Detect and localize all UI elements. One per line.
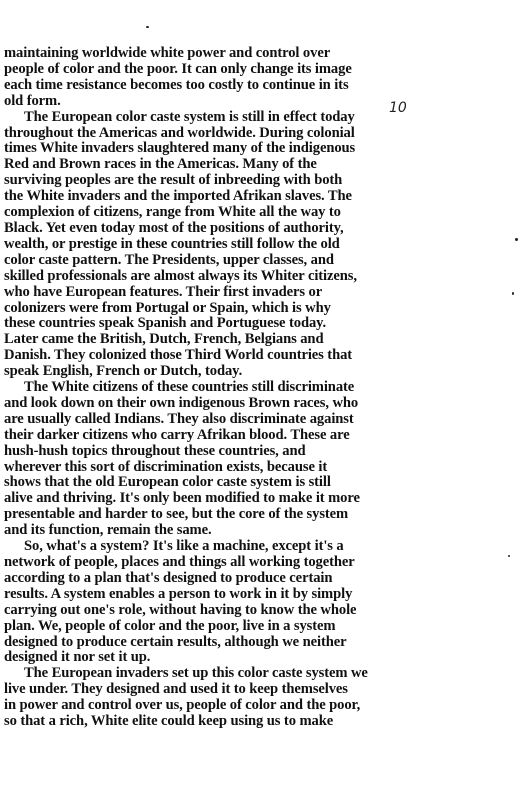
text-line: The White citizens of these countries still discriminate: [24, 379, 355, 396]
text-line: skilled professionals are almost always its Whiter citizens,: [4, 267, 357, 284]
text-line: colonizers were from Portugal or Spain, which is why: [4, 299, 331, 316]
text-line: and its function, remain the same.: [4, 522, 212, 539]
text-line: The European color caste system is still in effect today: [24, 108, 355, 125]
text-line: according to a plan that's designed to produce certain: [4, 569, 333, 586]
text-line: wealth, or prestige in these countries still follow the old: [4, 235, 340, 252]
text-line: Black. Yet even today most of the positions of authority,: [4, 219, 344, 236]
scan-speck: [512, 292, 514, 295]
text-line: designed it nor set it up.: [4, 649, 151, 666]
handwritten-page-number: 10: [389, 100, 407, 116]
text-line: their darker citizens who carry Afrikan blood. These are: [4, 426, 350, 443]
text-line: presentable and harder to see, but the core of the system: [4, 506, 349, 523]
text-line: so that a rich, White elite could keep using us to make: [4, 713, 334, 730]
text-line: and look down on their own indigenous Brown races, who: [4, 394, 359, 411]
text-line: people of color and the poor. It can only change its image: [4, 60, 352, 77]
text-line: Danish. They colonized those Third World countries that: [4, 347, 353, 364]
text-line: surviving peoples are the result of inbreeding with both: [4, 172, 343, 189]
text-line: Later came the British, Dutch, French, Belgians and: [4, 331, 324, 348]
text-line: alive and thriving. It's only been modified to make it more: [4, 490, 360, 507]
text-line: shows that the old European color caste system is still: [4, 474, 331, 491]
text-line: throughout the Americas and worldwide. During colonial: [4, 124, 355, 141]
text-line: maintaining worldwide white power and control over: [4, 45, 331, 61]
scan-speck: [515, 238, 518, 241]
text-line: The European invaders set up this color caste system we: [24, 665, 368, 682]
text-line: who have European features. Their first invaders or: [4, 283, 323, 300]
text-line: So, what's a system? It's like a machine, except it's a: [24, 538, 344, 555]
text-line: carrying out one's role, without having to know the whole: [4, 601, 357, 618]
text-line: wherever this sort of discrimination exists, because it: [4, 458, 328, 475]
text-line: these countries speak Spanish and Portuguese today.: [4, 315, 327, 332]
scan-speck: [508, 555, 510, 557]
text-line: results. A system enables a person to work in it by simply: [4, 585, 353, 602]
text-line: network of people, places and things all working together: [4, 554, 355, 570]
text-line: the White invaders and the imported Afrikan slaves. The: [4, 188, 352, 205]
text-line: plan. We, people of color and the poor, live in a system: [4, 617, 336, 634]
text-line: complexion of citizens, range from White all the way to: [4, 204, 341, 221]
text-line: times White invaders slaughtered many of the indigenous: [4, 140, 356, 157]
text-line: each time resistance becomes too costly to continue in its: [4, 76, 349, 93]
text-line: are usually called Indians. They also discriminate against: [4, 410, 354, 427]
body-text: [4, 46, 449, 730]
text-line: designed to produce certain results, although we neither: [4, 633, 347, 650]
text-line: Red and Brown races in the Americas. Many of the: [4, 156, 317, 173]
text-line: hush-hush topics throughout these countries, and: [4, 442, 306, 459]
text-line: old form.: [4, 92, 61, 109]
text-line: in power and control over us, people of color and the poor,: [4, 697, 361, 714]
text-line: live under. They designed and used it to keep themselves: [4, 681, 348, 698]
text-line: speak English, French or Dutch, today.: [4, 363, 243, 380]
scan-speck: [146, 26, 149, 28]
text-line: color caste pattern. The Presidents, upper classes, and: [4, 251, 334, 268]
